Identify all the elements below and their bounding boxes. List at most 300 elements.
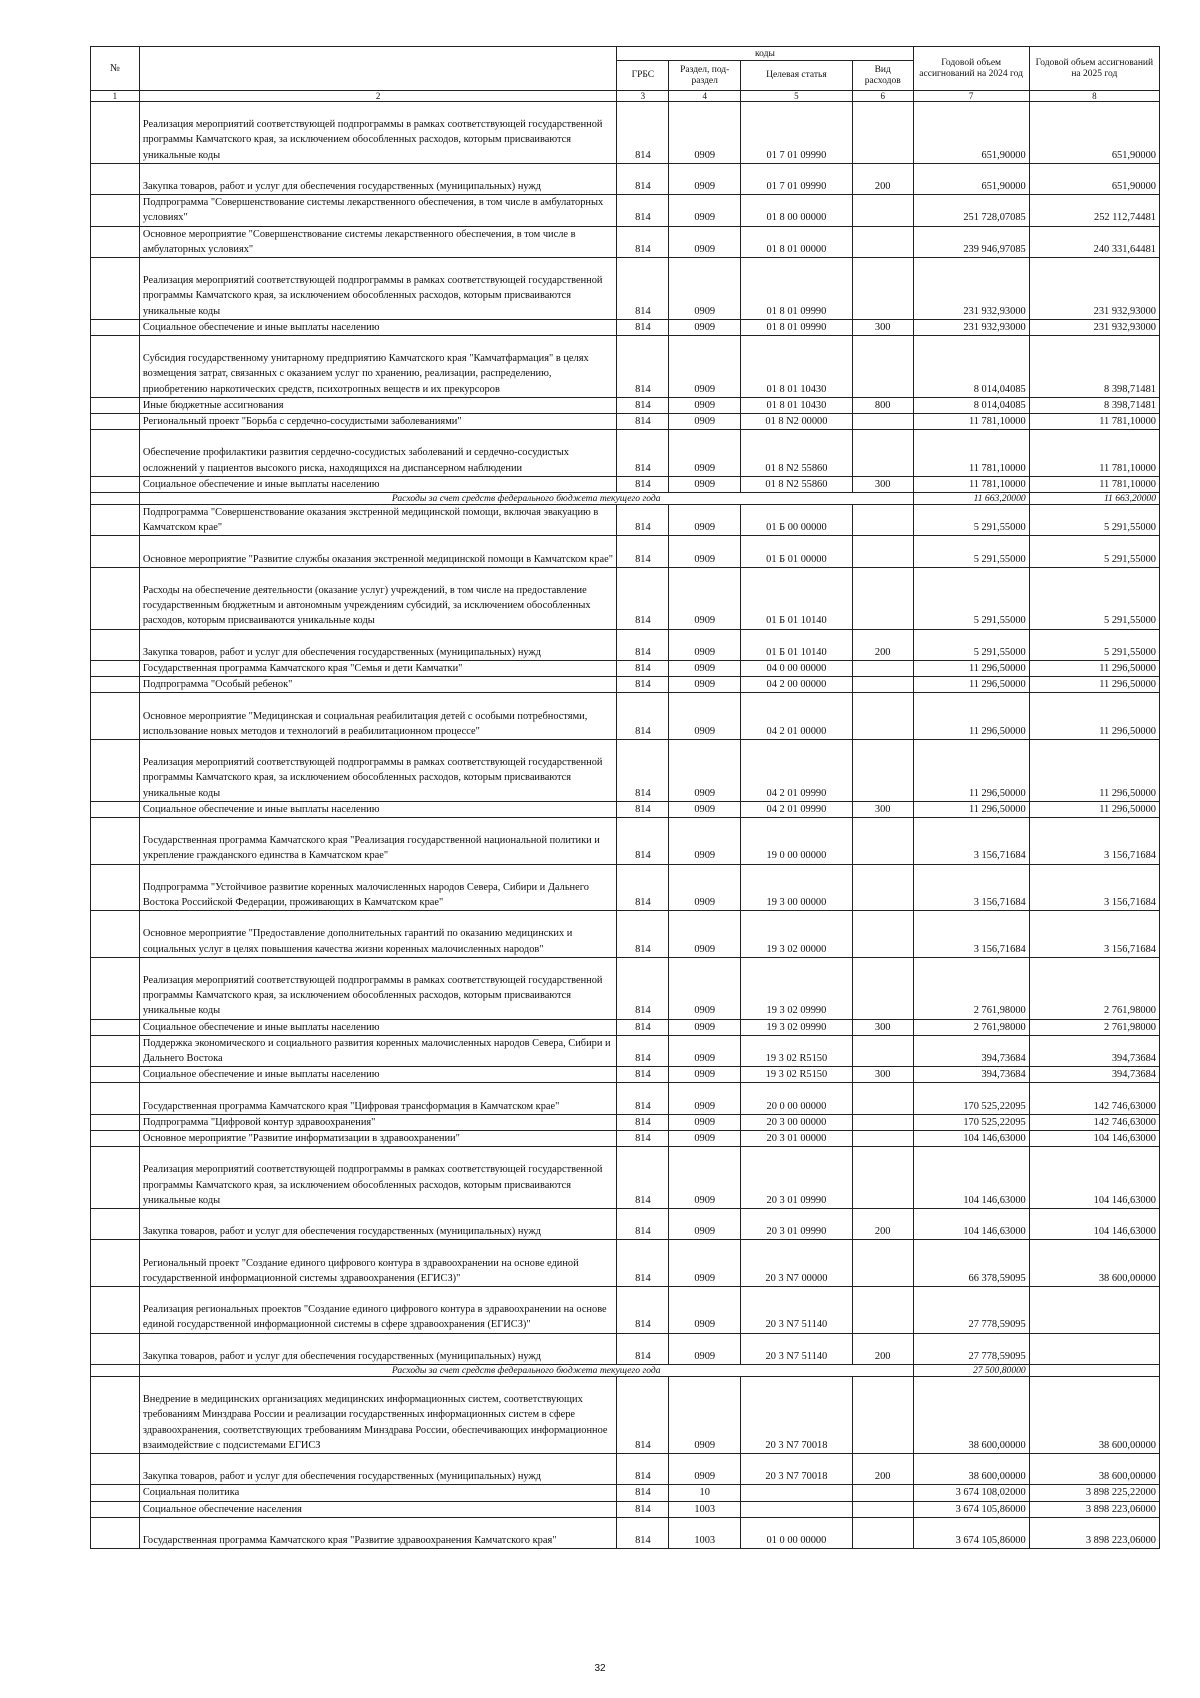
grbs-code: 814 [617, 1147, 669, 1209]
grbs-code: 814 [617, 1114, 669, 1130]
razdel-code: 0909 [669, 864, 741, 911]
target-article-code: 20 3 N7 51140 [741, 1286, 853, 1333]
amount-2025: 11 296,50000 [1029, 677, 1159, 693]
amount-2024: 170 525,22095 [913, 1114, 1029, 1130]
item-name: Внедрение в медицинских организациях медицинских информационных систем, соответствующих требованиям Минздрава России и реализации государственных информационных систем в сфере здравоохранения, соответствующих требованиям Минздрава России, обеспечивающих информационное взаимодействие с подсистемами ЕГИСЗ [139, 1376, 617, 1453]
amount-2024: 394,73684 [913, 1067, 1029, 1083]
expense-type-code [852, 660, 913, 676]
table-row [91, 1485, 1160, 1501]
row-num-cell [91, 1019, 140, 1035]
grbs-code: 814 [617, 1035, 669, 1066]
grbs-code: 814 [617, 1240, 669, 1287]
target-article-code: 01 8 N2 55860 [741, 476, 853, 492]
row-num-cell [91, 258, 140, 320]
grbs-code: 814 [617, 1453, 669, 1484]
amount-2025: 2 761,98000 [1029, 957, 1159, 1019]
expense-type-code [852, 226, 913, 257]
target-article-code: 20 3 01 09990 [741, 1147, 853, 1209]
grbs-code: 814 [617, 1286, 669, 1333]
expense-type-code: 300 [852, 476, 913, 492]
table-row [91, 660, 1160, 676]
table-row [91, 1147, 1160, 1209]
amount-2024: 3 156,71684 [913, 817, 1029, 864]
header-codes: коды [617, 47, 913, 61]
razdel-code: 0909 [669, 1019, 741, 1035]
item-name: Реализация мероприятий соответствующей подпрограммы в рамках соответствующей государственной программы Камчатского края, за исключением обособленных расходов, которым присваиваются уникальные коды [139, 258, 617, 320]
item-name: Социальное обеспечение и иные выплаты населению [139, 1067, 617, 1083]
grbs-code: 814 [617, 414, 669, 430]
amount-2025: 11 781,10000 [1029, 430, 1159, 477]
target-article-code: 20 3 N7 70018 [741, 1376, 853, 1453]
amount-2024: 11 296,50000 [913, 693, 1029, 740]
grbs-code: 814 [617, 476, 669, 492]
target-article-code: 01 8 01 09990 [741, 258, 853, 320]
expense-type-code [852, 693, 913, 740]
grbs-code: 814 [617, 660, 669, 676]
row-num-cell [91, 1240, 140, 1287]
amount-2025: 3 898 223,06000 [1029, 1501, 1159, 1517]
table-row [91, 536, 1160, 567]
razdel-code: 0909 [669, 739, 741, 801]
expense-type-code [852, 911, 913, 958]
amount-2025: 5 291,55000 [1029, 536, 1159, 567]
item-name: Основное мероприятие "Совершенствование системы лекарственного обеспечения, в том числе в амбулаторных условиях" [139, 226, 617, 257]
amount-2025 [1029, 1286, 1159, 1333]
amount-2025: 5 291,55000 [1029, 505, 1159, 536]
target-article-code: 01 8 N2 00000 [741, 414, 853, 430]
razdel-code: 0909 [669, 163, 741, 194]
amount-2024: 38 600,00000 [913, 1453, 1029, 1484]
amount-2025: 142 746,63000 [1029, 1114, 1159, 1130]
target-article-code: 01 8 01 10430 [741, 397, 853, 413]
amount-2024: 251 728,07085 [913, 195, 1029, 226]
grbs-code: 814 [617, 1019, 669, 1035]
amount-2024: 394,73684 [913, 1035, 1029, 1066]
amount-2024: 66 378,59095 [913, 1240, 1029, 1287]
row-num-cell [91, 1453, 140, 1484]
item-name: Государственная программа Камчатского края "Семья и дети Камчатки" [139, 660, 617, 676]
razdel-code: 0909 [669, 1286, 741, 1333]
razdel-code: 0909 [669, 226, 741, 257]
amount-2024: 11 781,10000 [913, 476, 1029, 492]
expense-type-code [852, 102, 913, 164]
target-article-code: 20 3 00 00000 [741, 1114, 853, 1130]
item-name: Социальное обеспечение и иные выплаты населению [139, 801, 617, 817]
target-article-code [741, 1501, 853, 1517]
row-num-cell [91, 1067, 140, 1083]
expense-type-code: 300 [852, 319, 913, 335]
razdel-code: 0909 [669, 1376, 741, 1453]
expense-type-code: 200 [852, 1208, 913, 1239]
row-num-cell [91, 1364, 140, 1376]
target-article-code: 20 0 00 00000 [741, 1083, 853, 1114]
expense-type-code [852, 1147, 913, 1209]
column-number: 3 [617, 91, 669, 102]
item-name: Подпрограмма "Цифровой контур здравоохранения" [139, 1114, 617, 1130]
table-row [91, 911, 1160, 958]
expense-type-code: 200 [852, 1453, 913, 1484]
grbs-code: 814 [617, 1130, 669, 1146]
amount-2025: 651,90000 [1029, 163, 1159, 194]
grbs-code: 814 [617, 1333, 669, 1364]
grbs-code: 814 [617, 567, 669, 629]
amount-2025: 11 296,50000 [1029, 660, 1159, 676]
razdel-code: 1003 [669, 1517, 741, 1548]
item-name: Реализация мероприятий соответствующей подпрограммы в рамках соответствующей государственной программы Камчатского края, за исключением обособленных расходов, которым присваиваются уникальные коды [139, 739, 617, 801]
target-article-code: 20 3 N7 00000 [741, 1240, 853, 1287]
amount-2024: 5 291,55000 [913, 629, 1029, 660]
row-num-cell [91, 536, 140, 567]
item-name: Подпрограмма "Особый ребенок" [139, 677, 617, 693]
amount-2024: 2 761,98000 [913, 1019, 1029, 1035]
amount-2025: 8 398,71481 [1029, 397, 1159, 413]
expense-type-code: 300 [852, 1019, 913, 1035]
grbs-code: 814 [617, 1208, 669, 1239]
header-vol-2025: Годовой объем ассигнований на 2025 год [1029, 47, 1159, 91]
target-article-code: 19 3 02 09990 [741, 957, 853, 1019]
razdel-code: 0909 [669, 801, 741, 817]
amount-2024: 8 014,04085 [913, 336, 1029, 398]
item-name: Закупка товаров, работ и услуг для обеспечения государственных (муниципальных) нужд [139, 1453, 617, 1484]
expense-type-code [852, 1130, 913, 1146]
row-num-cell [91, 660, 140, 676]
expense-type-code [852, 1376, 913, 1453]
table-row [91, 1333, 1160, 1364]
grbs-code: 814 [617, 336, 669, 398]
table-row [91, 430, 1160, 477]
item-name: Социальное обеспечение и иные выплаты населению [139, 319, 617, 335]
amount-2024: 231 932,93000 [913, 258, 1029, 320]
item-name: Социальное обеспечение и иные выплаты населению [139, 476, 617, 492]
item-name: Реализация мероприятий соответствующей подпрограммы в рамках соответствующей государственной программы Камчатского края, за исключением обособленных расходов, которым присваиваются уникальные коды [139, 957, 617, 1019]
header-grbs: ГРБС [617, 61, 669, 91]
expense-type-code [852, 1035, 913, 1066]
target-article-code [741, 1485, 853, 1501]
amount-2024: 104 146,63000 [913, 1147, 1029, 1209]
grbs-code: 814 [617, 739, 669, 801]
target-article-code: 01 7 01 09990 [741, 163, 853, 194]
expense-type-code [852, 739, 913, 801]
grbs-code: 814 [617, 258, 669, 320]
item-name: Иные бюджетные ассигнования [139, 397, 617, 413]
amount-2025: 394,73684 [1029, 1067, 1159, 1083]
amount-2024: 104 146,63000 [913, 1130, 1029, 1146]
target-article-code: 20 3 01 09990 [741, 1208, 853, 1239]
amount-2025: 38 600,00000 [1029, 1376, 1159, 1453]
amount-2024: 27 778,59095 [913, 1333, 1029, 1364]
column-number: 5 [741, 91, 853, 102]
razdel-code: 0909 [669, 336, 741, 398]
grbs-code: 814 [617, 801, 669, 817]
amount-2025: 38 600,00000 [1029, 1240, 1159, 1287]
item-name: Основное мероприятие "Предоставление дополнительных гарантий по оказанию медицинских и социальных услуг в целях повышения качества жизни коренных малочисленных народов" [139, 911, 617, 958]
column-number: 1 [91, 91, 140, 102]
row-num-cell [91, 1083, 140, 1114]
razdel-code: 0909 [669, 1067, 741, 1083]
row-num-cell [91, 1147, 140, 1209]
item-name: Основное мероприятие "Медицинская и социальная реабилитация детей с особыми потребностями, использование новых методов и технологий в реабилитационном процессе" [139, 693, 617, 740]
razdel-code: 0909 [669, 1333, 741, 1364]
table-row [91, 1067, 1160, 1083]
target-article-code: 04 2 00 00000 [741, 677, 853, 693]
amount-2025 [1029, 1364, 1159, 1376]
row-num-cell [91, 911, 140, 958]
item-name: Подпрограмма "Совершенствование оказания экстренной медицинской помощи, включая эвакуацию в Камчатском крае" [139, 505, 617, 536]
amount-2024: 3 156,71684 [913, 911, 1029, 958]
razdel-code: 0909 [669, 258, 741, 320]
amount-2025: 8 398,71481 [1029, 336, 1159, 398]
column-number: 2 [139, 91, 617, 102]
grbs-code: 814 [617, 911, 669, 958]
amount-2024: 3 674 105,86000 [913, 1517, 1029, 1548]
amount-2024: 27 500,80000 [913, 1364, 1029, 1376]
expense-type-code [852, 1286, 913, 1333]
item-name: Закупка товаров, работ и услуг для обеспечения государственных (муниципальных) нужд [139, 163, 617, 194]
amount-2024: 239 946,97085 [913, 226, 1029, 257]
grbs-code: 814 [617, 957, 669, 1019]
row-num-cell [91, 226, 140, 257]
amount-2024: 651,90000 [913, 163, 1029, 194]
item-name: Субсидия государственному унитарному предприятию Камчатского края "Камчатфармация" в целях возмещения затрат, связанных с оказанием услуг по хранению, реализации, распределению, приобретению наркотических средств, психотропных веществ и их прекурсоров [139, 336, 617, 398]
column-number: 8 [1029, 91, 1159, 102]
row-num-cell [91, 1376, 140, 1453]
amount-2025: 252 112,74481 [1029, 195, 1159, 226]
expense-type-code: 200 [852, 1333, 913, 1364]
razdel-code: 0909 [669, 1114, 741, 1130]
amount-2025: 651,90000 [1029, 102, 1159, 164]
table-row [91, 336, 1160, 398]
budget-table [90, 46, 1160, 1549]
table-row [91, 629, 1160, 660]
table-row [91, 1240, 1160, 1287]
table-row [91, 957, 1160, 1019]
expense-type-code [852, 1501, 913, 1517]
grbs-code: 814 [617, 102, 669, 164]
header-tselevaya: Целевая статья [741, 61, 853, 91]
target-article-code: 01 7 01 09990 [741, 102, 853, 164]
item-name: Закупка товаров, работ и услуг для обеспечения государственных (муниципальных) нужд [139, 1208, 617, 1239]
amount-2025: 104 146,63000 [1029, 1208, 1159, 1239]
target-article-code: 19 3 02 00000 [741, 911, 853, 958]
note-text: Расходы за счет средств федерального бюджета текущего года [139, 493, 913, 505]
table-header [91, 47, 1160, 91]
razdel-code: 0909 [669, 911, 741, 958]
row-num-cell [91, 1501, 140, 1517]
item-name: Поддержка экономического и социального развития коренных малочисленных народов Севера, Сибири и Дальнего Востока [139, 1035, 617, 1066]
expense-type-code: 300 [852, 801, 913, 817]
item-name: Региональный проект "Борьба с сердечно-сосудистыми заболеваниями" [139, 414, 617, 430]
table-row [91, 677, 1160, 693]
grbs-code: 814 [617, 505, 669, 536]
grbs-code: 814 [617, 163, 669, 194]
row-num-cell [91, 1130, 140, 1146]
item-name: Реализация мероприятий соответствующей подпрограммы в рамках соответствующей государственной программы Камчатского края, за исключением обособленных расходов, которым присваиваются уникальные коды [139, 1147, 617, 1209]
table-row [91, 226, 1160, 257]
target-article-code: 01 Б 01 10140 [741, 567, 853, 629]
amount-2025: 3 156,71684 [1029, 864, 1159, 911]
razdel-code: 0909 [669, 102, 741, 164]
expense-type-code [852, 1114, 913, 1130]
grbs-code: 814 [617, 629, 669, 660]
table-body [91, 91, 1160, 1549]
grbs-code: 814 [617, 226, 669, 257]
row-num-cell [91, 817, 140, 864]
amount-2025: 231 932,93000 [1029, 319, 1159, 335]
amount-2024: 5 291,55000 [913, 505, 1029, 536]
expense-type-code [852, 1083, 913, 1114]
row-num-cell [91, 801, 140, 817]
grbs-code: 814 [617, 1501, 669, 1517]
expense-type-code [852, 817, 913, 864]
amount-2025: 142 746,63000 [1029, 1083, 1159, 1114]
item-name: Закупка товаров, работ и услуг для обеспечения государственных (муниципальных) нужд [139, 1333, 617, 1364]
amount-2024: 11 296,50000 [913, 660, 1029, 676]
grbs-code: 814 [617, 1485, 669, 1501]
target-article-code: 19 3 02 R5150 [741, 1035, 853, 1066]
table-row [91, 414, 1160, 430]
target-article-code: 01 Б 01 00000 [741, 536, 853, 567]
razdel-code: 0909 [669, 430, 741, 477]
expense-type-code: 200 [852, 629, 913, 660]
table-row [91, 163, 1160, 194]
razdel-code: 0909 [669, 1240, 741, 1287]
amount-2025: 231 932,93000 [1029, 258, 1159, 320]
table-row [91, 397, 1160, 413]
page-number: 32 [594, 1663, 606, 1674]
expense-type-code: 800 [852, 397, 913, 413]
target-article-code: 20 3 N7 51140 [741, 1333, 853, 1364]
table-row [91, 1453, 1160, 1484]
table-row [91, 739, 1160, 801]
table-row [91, 801, 1160, 817]
row-num-cell [91, 195, 140, 226]
amount-2024: 3 674 108,02000 [913, 1485, 1029, 1501]
table-row [91, 1019, 1160, 1035]
amount-2024: 651,90000 [913, 102, 1029, 164]
grbs-code: 814 [617, 864, 669, 911]
razdel-code: 0909 [669, 567, 741, 629]
amount-2025: 11 296,50000 [1029, 739, 1159, 801]
expense-type-code [852, 505, 913, 536]
grbs-code: 814 [617, 430, 669, 477]
grbs-code: 814 [617, 319, 669, 335]
target-article-code: 04 2 01 09990 [741, 739, 853, 801]
table-row [91, 567, 1160, 629]
amount-2025: 2 761,98000 [1029, 1019, 1159, 1035]
item-name: Реализация региональных проектов "Создание единого цифрового контура в здравоохранении на основе единой государственной информационной системы в сфере здравоохранения (ЕГИСЗ)" [139, 1286, 617, 1333]
header-num: № [91, 47, 140, 91]
razdel-code: 0909 [669, 629, 741, 660]
header-vol-2024: Годовой объем ассигнований на 2024 год [913, 47, 1029, 91]
row-num-cell [91, 677, 140, 693]
federal-funds-note-row [91, 1364, 1160, 1376]
razdel-code: 0909 [669, 693, 741, 740]
grbs-code: 814 [617, 195, 669, 226]
razdel-code: 0909 [669, 957, 741, 1019]
row-num-cell [91, 1208, 140, 1239]
column-number: 6 [852, 91, 913, 102]
expense-type-code [852, 864, 913, 911]
expense-type-code [852, 536, 913, 567]
header-vid: Вид расходов [852, 61, 913, 91]
budget-table-sheet [90, 46, 1160, 1549]
amount-2024: 11 663,20000 [913, 493, 1029, 505]
table-row [91, 817, 1160, 864]
amount-2025: 11 781,10000 [1029, 476, 1159, 492]
target-article-code: 04 0 00 00000 [741, 660, 853, 676]
item-name: Подпрограмма "Совершенствование системы лекарственного обеспечения, в том числе в амбулаторных условиях" [139, 195, 617, 226]
table-row [91, 1035, 1160, 1066]
amount-2024: 3 674 105,86000 [913, 1501, 1029, 1517]
row-num-cell [91, 1517, 140, 1548]
target-article-code: 19 3 02 R5150 [741, 1067, 853, 1083]
item-name: Государственная программа Камчатского края "Реализация государственной национальной политики и укрепление гражданского единства в Камчатском крае" [139, 817, 617, 864]
grbs-code: 814 [617, 1083, 669, 1114]
header-name [139, 47, 617, 91]
razdel-code: 1003 [669, 1501, 741, 1517]
expense-type-code [852, 567, 913, 629]
item-name: Расходы на обеспечение деятельности (оказание услуг) учреждений, в том числе на предоставление государственным бюджетным и автономным учреждениям субсидий, за исключением обособленных расходов, которым присваиваются уникальные коды [139, 567, 617, 629]
table-row [91, 258, 1160, 320]
table-row [91, 476, 1160, 492]
razdel-code: 0909 [669, 677, 741, 693]
amount-2024: 5 291,55000 [913, 536, 1029, 567]
grbs-code: 814 [617, 536, 669, 567]
amount-2025: 3 156,71684 [1029, 817, 1159, 864]
table-row [91, 1114, 1160, 1130]
target-article-code: 01 8 N2 55860 [741, 430, 853, 477]
row-num-cell [91, 864, 140, 911]
target-article-code: 19 3 00 00000 [741, 864, 853, 911]
table-row [91, 1286, 1160, 1333]
item-name: Закупка товаров, работ и услуг для обеспечения государственных (муниципальных) нужд [139, 629, 617, 660]
amount-2025: 5 291,55000 [1029, 629, 1159, 660]
razdel-code: 0909 [669, 397, 741, 413]
amount-2024: 8 014,04085 [913, 397, 1029, 413]
target-article-code: 19 0 00 00000 [741, 817, 853, 864]
item-name: Основное мероприятие "Развитие службы оказания экстренной медицинской помощи в Камчатском крае" [139, 536, 617, 567]
razdel-code: 0909 [669, 195, 741, 226]
razdel-code: 0909 [669, 536, 741, 567]
razdel-code: 0909 [669, 817, 741, 864]
target-article-code: 01 0 00 00000 [741, 1517, 853, 1548]
amount-2025: 11 296,50000 [1029, 801, 1159, 817]
item-name: Социальное обеспечение и иные выплаты населению [139, 1019, 617, 1035]
amount-2025 [1029, 1333, 1159, 1364]
row-num-cell [91, 1286, 140, 1333]
amount-2024: 11 296,50000 [913, 677, 1029, 693]
amount-2024: 5 291,55000 [913, 567, 1029, 629]
grbs-code: 814 [617, 1067, 669, 1083]
row-num-cell [91, 414, 140, 430]
amount-2024: 38 600,00000 [913, 1376, 1029, 1453]
table-row [91, 864, 1160, 911]
row-num-cell [91, 739, 140, 801]
amount-2024: 11 296,50000 [913, 801, 1029, 817]
item-name: Подпрограмма "Устойчивое развитие коренных малочисленных народов Севера, Сибири и Дальнего Востока Российской Федерации, проживающих в Камчатском крае" [139, 864, 617, 911]
amount-2025: 3 156,71684 [1029, 911, 1159, 958]
amount-2025: 3 898 225,22000 [1029, 1485, 1159, 1501]
item-name: Социальное обеспечение населения [139, 1501, 617, 1517]
razdel-code: 0909 [669, 1035, 741, 1066]
grbs-code: 814 [617, 397, 669, 413]
grbs-code: 814 [617, 1517, 669, 1548]
row-num-cell [91, 493, 140, 505]
expense-type-code: 200 [852, 163, 913, 194]
table-row [91, 1083, 1160, 1114]
row-num-cell [91, 567, 140, 629]
amount-2025: 3 898 223,06000 [1029, 1517, 1159, 1548]
